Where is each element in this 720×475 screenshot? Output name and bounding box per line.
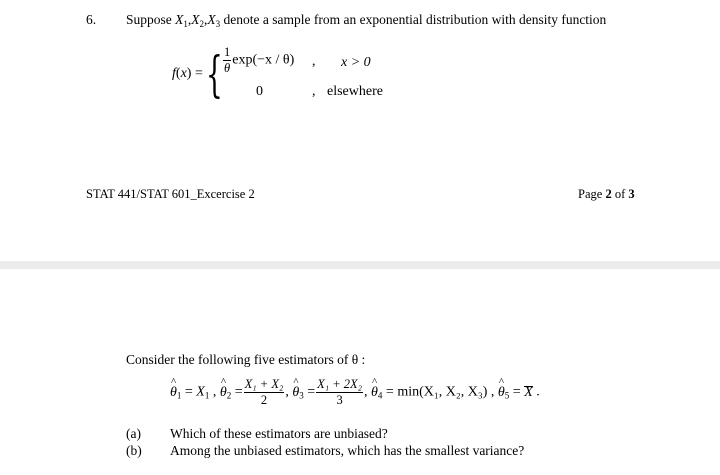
page-number: Page 2 of 3 [578, 187, 635, 201]
problem-number: 6. [86, 12, 97, 27]
question-b-text: Among the unbiased estimators, which has the smallest variance? [170, 443, 525, 458]
course-footer: STAT 441/STAT 601_Excercise 2 [86, 187, 255, 201]
page-separator [0, 261, 720, 269]
estimators-formula: ^ $\theta_1 = X_1$ , ^ $\theta_2$ = $\frac{\text{X₁ + X₂}}{2}$ , ^ $\theta_3$ = $\frac{\text{X₁ + 2X₂}}{3}$ , ^ $\theta_4 = \min(X_1$, X₂, X₃) , ^ $\theta_5 = X$ . [170, 378, 540, 407]
problem-statement: Suppose $X_1,X_2,X_3$ denote a sample from an exponential distribution with density function [126, 12, 607, 29]
question-a-label: (a) [126, 426, 141, 441]
pdf-zero: 0 [256, 84, 263, 99]
question-a-text: Which of these estimators are unbiased? [170, 426, 388, 441]
pdf-lhs: f(x) = [172, 66, 203, 81]
estimators-intro: Consider the following five estimators of θ : [126, 352, 366, 367]
pdf-brace: { [206, 47, 223, 104]
pdf-condition-2: elsewhere [327, 84, 383, 99]
pdf-case-1: $\frac{1}{\theta}$ exp(−x / θ) [224, 45, 295, 75]
pdf-comma-1: , [312, 54, 316, 69]
pdf-comma-2: , [312, 84, 316, 99]
pdf-condition-1: x > 0 [341, 55, 371, 70]
question-b-label: (b) [126, 443, 142, 458]
